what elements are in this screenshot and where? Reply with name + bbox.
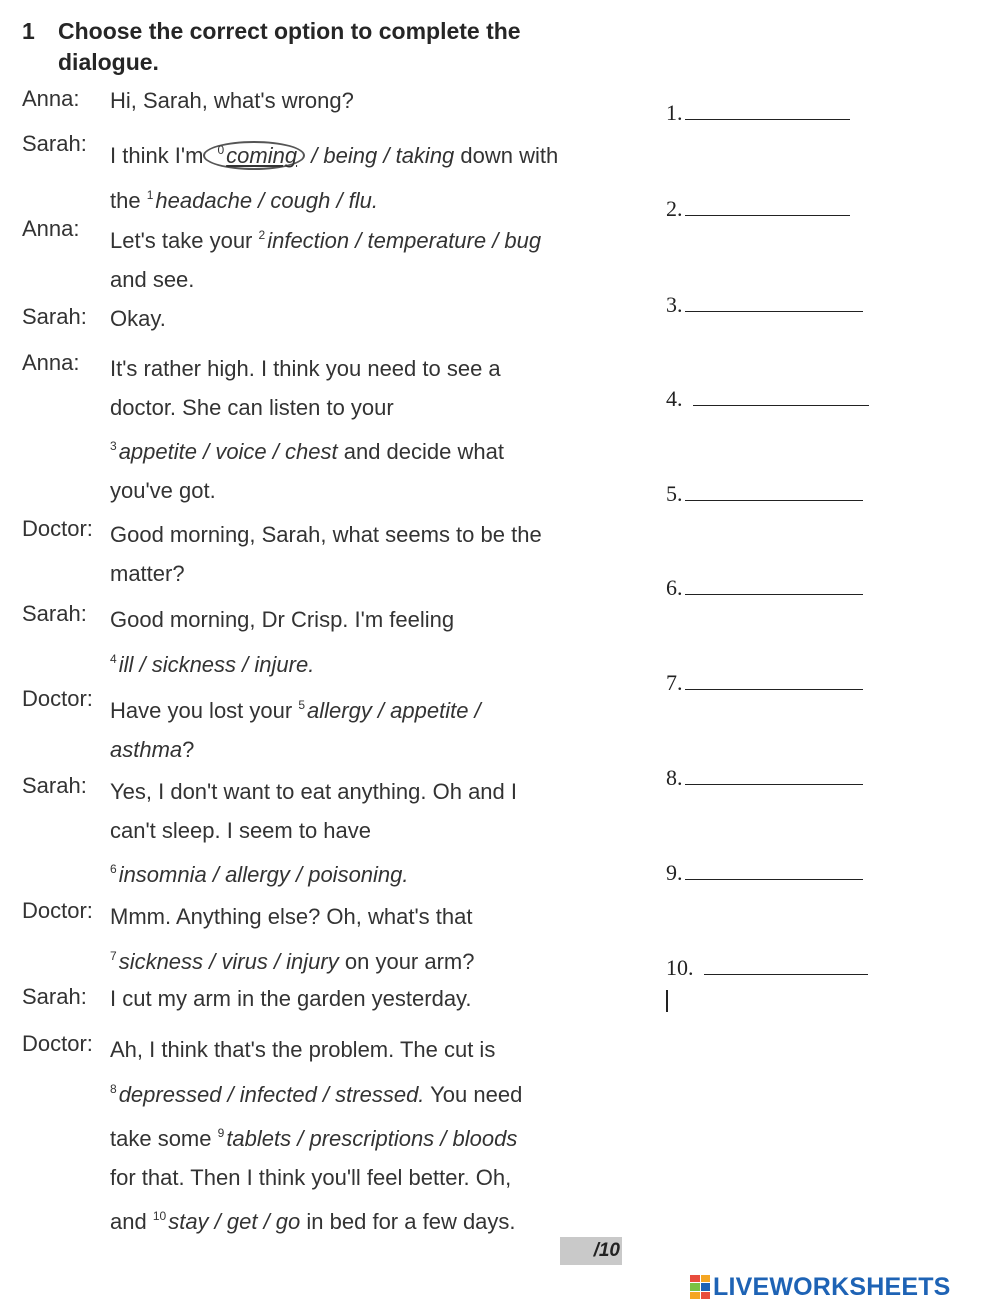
answer-field-4[interactable]: 4. (666, 386, 869, 412)
dialogue-text: in bed for a few days. (306, 1209, 516, 1234)
speaker-label: Sarah: (22, 601, 87, 626)
answer-blank[interactable] (685, 689, 863, 690)
dialogue-line: Ah, I think that's the problem. The cut is (110, 1037, 496, 1062)
dialogue-line: Mmm. Anything else? Oh, what's that (110, 904, 473, 929)
gap-number: 10 (152, 1209, 167, 1223)
dialogue-text: the (110, 187, 141, 213)
options: headache / cough / flu. (155, 187, 379, 213)
options: tablets / prescriptions / bloods (226, 1126, 518, 1151)
answer-blank[interactable] (685, 500, 863, 501)
dialogue-turn (22, 601, 622, 684)
dialogue-text: You need (430, 1081, 523, 1107)
dialogue-turn (22, 516, 622, 593)
gap-number: 8 (110, 1081, 117, 1096)
dialogue-turn (22, 131, 622, 220)
answer-blank[interactable] (685, 311, 863, 312)
dialogue-line: I cut my arm in the garden yesterday. (110, 986, 472, 1011)
options: ill / sickness / injure. (118, 651, 315, 677)
dialogue-line: Good morning, Dr Crisp. I'm feeling (110, 607, 455, 632)
dialogue-line: doctor. She can listen to your (110, 394, 394, 420)
answer-blank[interactable] (693, 405, 869, 406)
gap-number: 7 (110, 948, 117, 963)
speaker-label: Doctor: (22, 1031, 93, 1056)
gap-number: 5 (298, 698, 306, 712)
speaker-label: Sarah: (22, 304, 87, 329)
dialogue-turn (22, 1031, 622, 1242)
options: asthma (110, 736, 183, 762)
speaker-label: Sarah: (22, 131, 87, 156)
answer-blank[interactable] (685, 879, 863, 880)
answer-field-7[interactable]: 7. (666, 670, 863, 696)
speaker-label: Anna: (22, 350, 80, 375)
speaker-label: Sarah: (22, 773, 87, 798)
options: stay / get / go (168, 1209, 301, 1234)
answer-field-3[interactable]: 3. (666, 292, 863, 318)
dialogue-text: take some (110, 1126, 212, 1151)
dialogue-line: and see. (110, 266, 195, 292)
dialogue-turn (22, 984, 622, 1014)
dialogue-turn (22, 86, 622, 116)
answer-field-10[interactable]: 10. (666, 955, 868, 981)
answer-blank[interactable] (704, 974, 868, 975)
circled-example-answer: $^0$coming (203, 141, 305, 170)
gap-number: 0 (217, 143, 225, 157)
dialogue-turn (22, 350, 622, 510)
dialogue-text: Have you lost your (110, 698, 293, 723)
speaker-label: Anna: (22, 86, 80, 111)
gap-number: 4 (110, 651, 117, 666)
dialogue-line: you've got. (110, 477, 216, 503)
speaker-label: Doctor: (22, 516, 93, 541)
score-box: /10 (560, 1237, 622, 1265)
text-cursor (666, 990, 668, 1012)
answer-blank[interactable] (685, 119, 850, 120)
speaker-label: Anna: (22, 216, 80, 241)
dialogue-turn (22, 216, 622, 299)
answer-field-5[interactable]: 5. (666, 481, 863, 507)
answer-blank[interactable] (685, 594, 863, 595)
dialogue-line: for that. Then I think you'll feel better. Oh, (110, 1164, 512, 1190)
dialogue-turn (22, 686, 622, 769)
exercise-number: 1 (22, 18, 35, 44)
gap-number: 9 (217, 1126, 225, 1140)
options: / being / taking (311, 143, 455, 168)
dialogue-line: It's rather high. I think you need to see a (110, 356, 501, 381)
speaker-label: Sarah: (22, 984, 87, 1009)
dialogue-text: Let's take your (110, 228, 253, 253)
gap-number: 2 (258, 228, 266, 242)
gap-number: 1 (146, 187, 154, 202)
dialogue-text: and (110, 1209, 147, 1234)
dialogue-text: ? (182, 736, 195, 762)
gap-number: 3 (110, 439, 117, 453)
dialogue-text: I think I'm (110, 143, 204, 168)
dialogue-line: Okay. (110, 306, 166, 331)
speaker-label: Doctor: (22, 898, 93, 923)
dialogue-line: Hi, Sarah, what's wrong? (110, 88, 354, 113)
answer-field-9[interactable]: 9. (666, 860, 863, 886)
answer-blank[interactable] (685, 784, 863, 785)
options: appetite / voice / chest (118, 439, 338, 464)
dialogue-line: can't sleep. I seem to have (110, 817, 372, 843)
gap-number: 6 (110, 862, 117, 876)
logo-icon (690, 1275, 710, 1299)
options: infection / temperature / bug (267, 228, 542, 253)
answer-blank[interactable] (685, 215, 850, 216)
dialogue-turn (22, 898, 622, 981)
answer-field-8[interactable]: 8. (666, 765, 863, 791)
brand-name: LIVEWORKSHEETS (713, 1272, 951, 1301)
answer-field-6[interactable]: 6. (666, 575, 863, 601)
dialogue-line: Yes, I don't want to eat anything. Oh and I (110, 779, 517, 804)
exercise-instruction: Choose the correct option to complete the dialogue. (58, 18, 521, 75)
exercise-heading (22, 16, 622, 78)
dialogue-text: on your arm? (344, 948, 475, 974)
dialogue-turn (22, 773, 622, 895)
options: sickness / virus / injury (118, 948, 339, 974)
answer-field-1[interactable]: 1. (666, 100, 850, 126)
options: allergy / appetite / (307, 698, 481, 723)
dialogue-line: matter? (110, 560, 185, 586)
options: depressed / infected / stressed. (118, 1081, 425, 1107)
dialogue-text: and decide what (343, 439, 504, 464)
dialogue-turn (22, 304, 622, 334)
dialogue-line: Good morning, Sarah, what seems to be the (110, 522, 542, 547)
dialogue-text: down with (460, 143, 559, 168)
liveworksheets-logo (690, 1271, 951, 1303)
answer-field-2[interactable]: 2. (666, 196, 850, 222)
options: insomnia / allergy / poisoning. (118, 862, 409, 887)
speaker-label: Doctor: (22, 686, 93, 711)
